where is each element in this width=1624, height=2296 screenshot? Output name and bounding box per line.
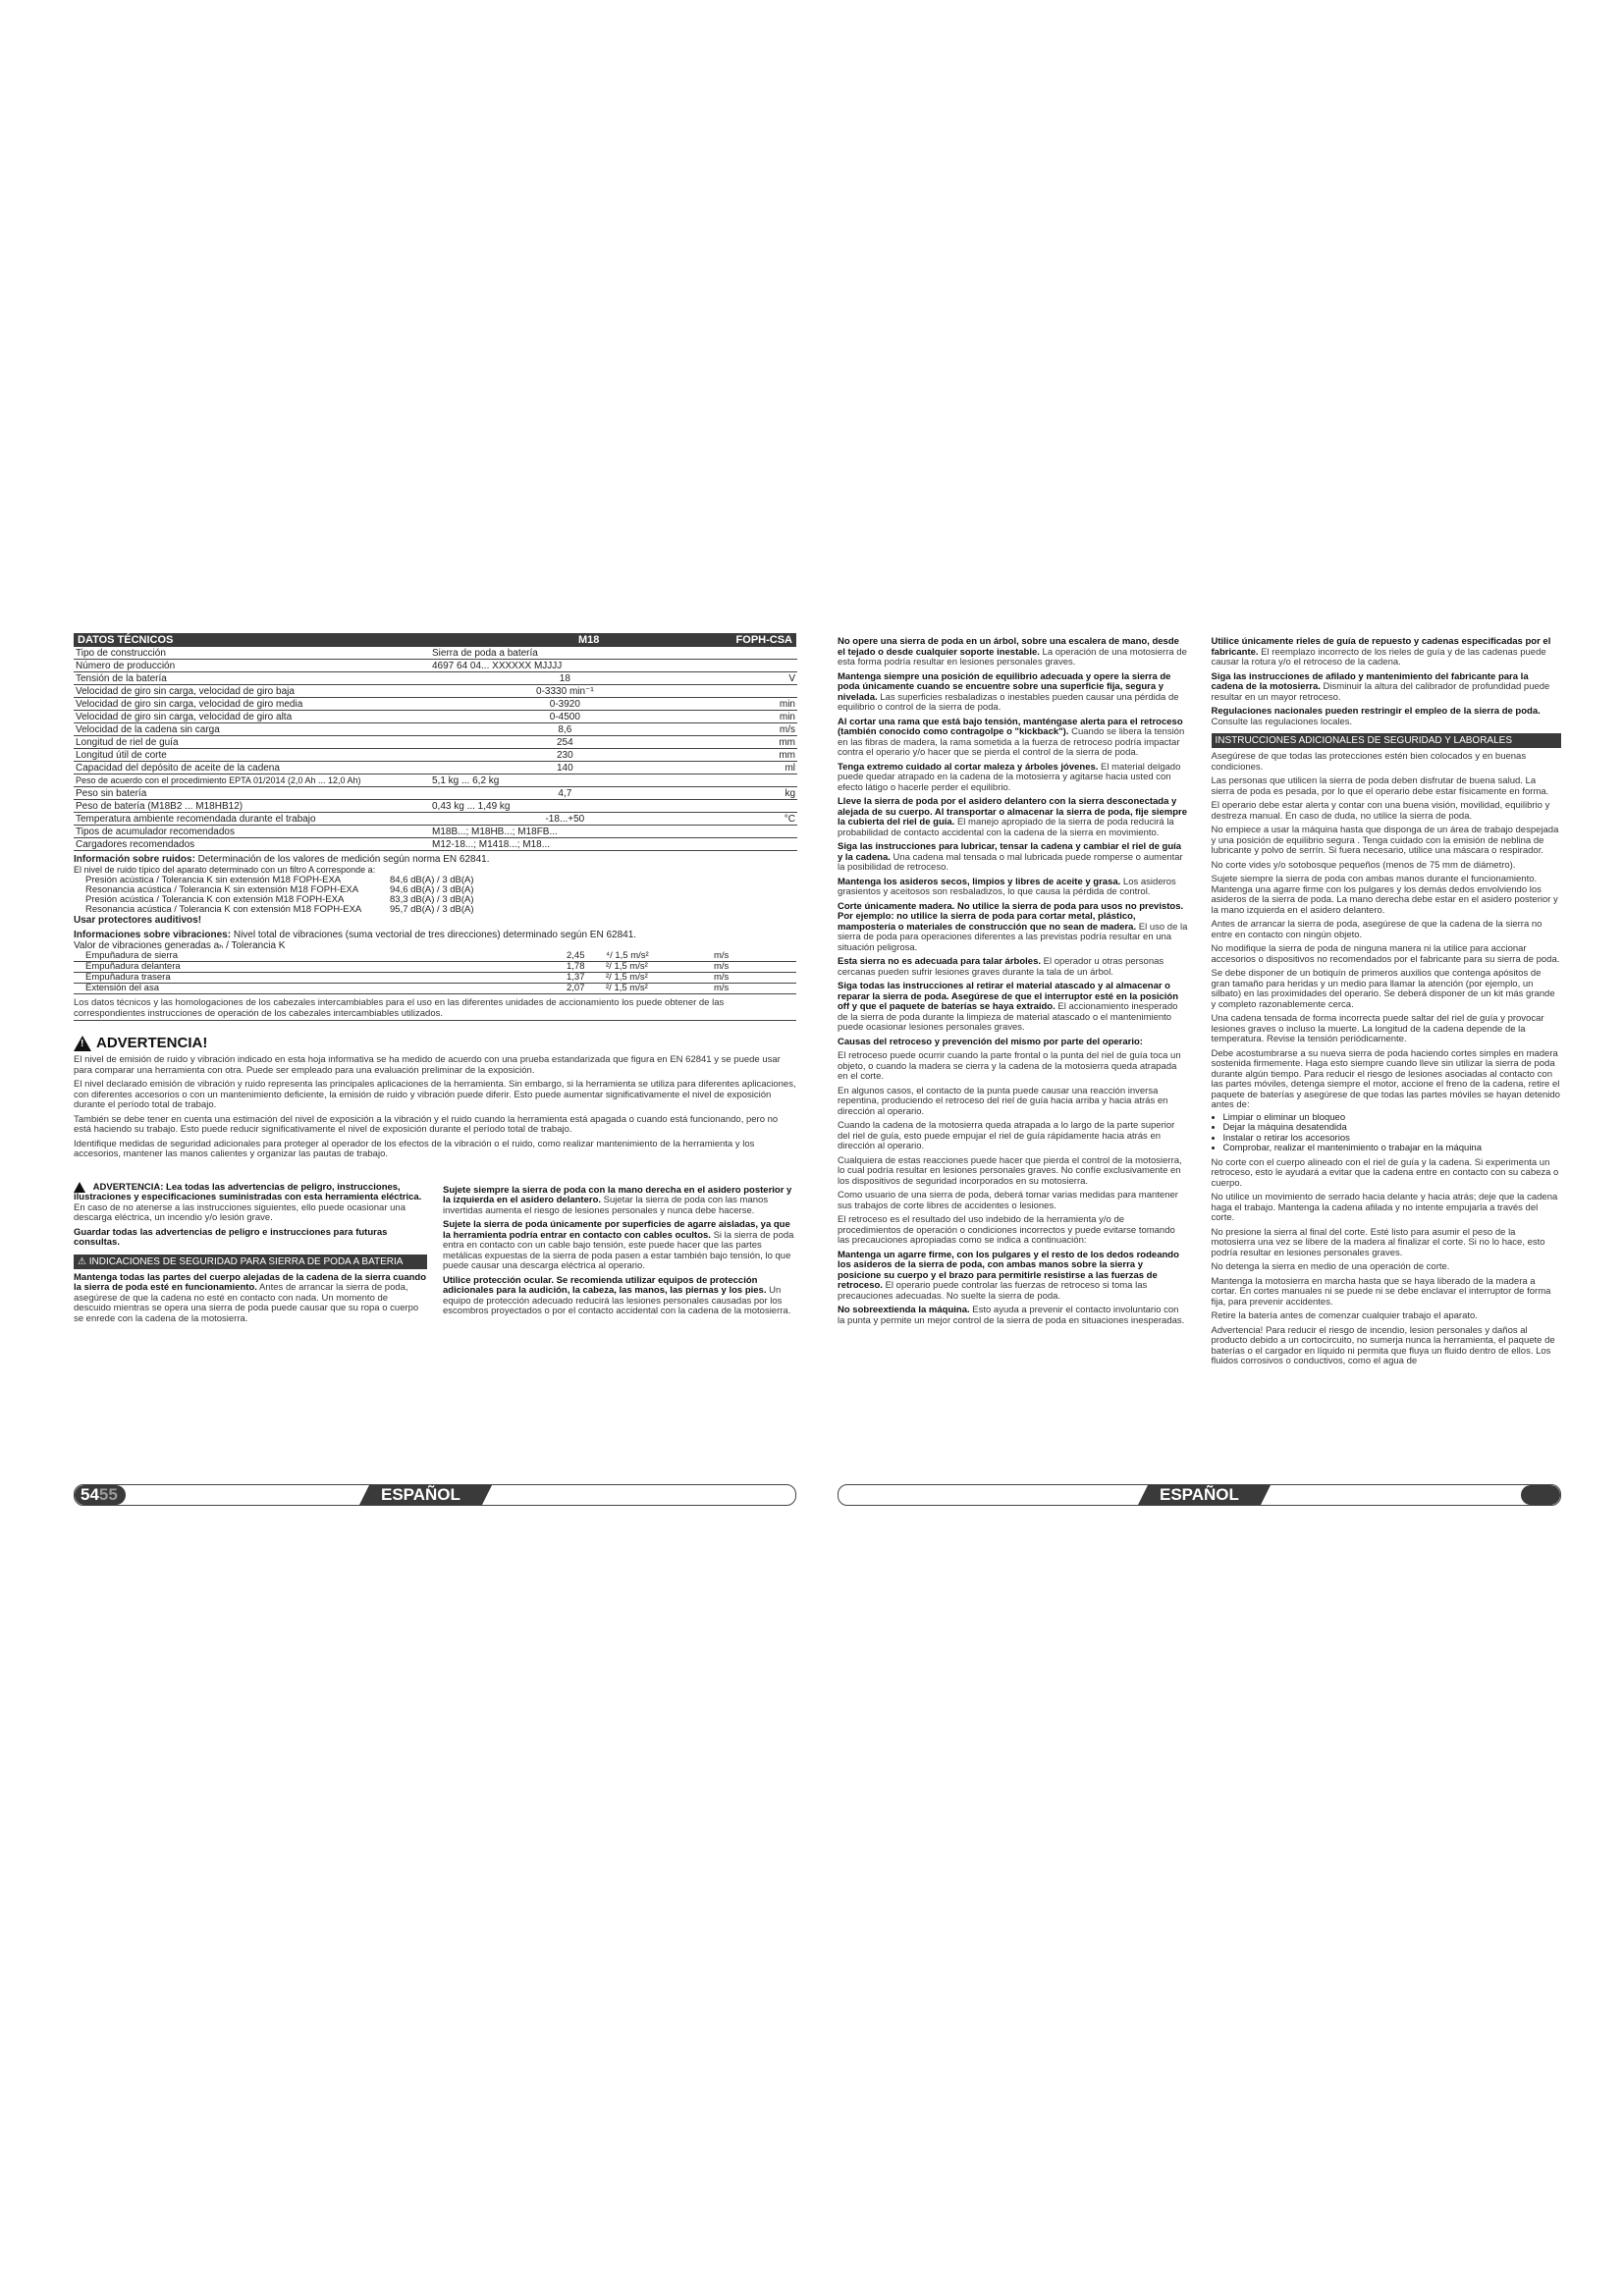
spec-value: 0-3330 min⁻¹ (430, 685, 700, 698)
warning-title: ADVERTENCIA! (96, 1035, 208, 1051)
spec-unit: m/s (700, 723, 797, 736)
spec-unit: ml (700, 762, 797, 774)
safety-paragraph: Asegúrese de que todas las protecciones estén bien colocados y en buenas condiciones. (1211, 751, 1527, 773)
pruning-saw-safety-section: ⚠ INDICACIONES DE SEGURIDAD PARA SIERRA DE PODA A BATERIA (74, 1255, 427, 1269)
spec-unit (700, 826, 797, 838)
spec-label: Velocidad de giro sin carga, velocidad de giro media (74, 698, 430, 711)
spec-unit (700, 685, 797, 698)
safety-paragraph (838, 637, 1188, 668)
warning-paragraph: También se debe tener en cuenta una estimación del nivel de exposición a la vibración y el ruido cuando la herramienta está apagada o cuando está funcionando, pero no está haciendo su trabajo. Esto puede reducir significativamente el nivel de exposición durante el período total de trabajo. (74, 1113, 779, 1135)
safety-paragraph: Mantenga la motosierra en marcha hasta que se haya liberado de la madera a cortar. En cortes manuales ni se puede ni se debe enclavar el interruptor de forma fija, para prevenir accidentes. (1211, 1275, 1551, 1308)
spec-label: Cargadores recomendados (74, 838, 430, 851)
safety-paragraph (1212, 707, 1562, 727)
spec-row (74, 774, 797, 787)
safety-paragraph-bold: Utilice protección ocular. Se recomienda utilizar equipos de protección adicionales para la audición, la cabeza, las manos, las piernas y los pies. (443, 1274, 767, 1296)
safety-paragraph (838, 1121, 1188, 1152)
spec-label: Longitud útil de corte (74, 749, 430, 762)
right-column-2 (1212, 633, 1562, 1367)
safety-paragraph-text: Los asideros grasientos y aceitosos son resbaladizos, lo que causa la pérdida de control. (838, 876, 1176, 897)
safety-paragraph (838, 1051, 1188, 1083)
vibration-value: 1,78 (567, 961, 585, 972)
vibration-value: 2,07 (567, 983, 585, 993)
safety-paragraph: No empiece a usar la máquina hasta que disponga de un área de trabajo despejada y una posición de equilibrio segura . Tenga cuidado con la emisión de neblina de lubricante y polvo de serrín. Si fuera necesario, utilice una máscara o respirador. (1211, 825, 1559, 856)
safety-paragraph-text: Cuando la cadena de la motosierra queda atrapada a lo largo de la parte superior del riel de guía, esto puede empujar el riel de guía rápidamente hacia atrás en dirección al operario. (838, 1120, 1175, 1151)
spec-label: Peso sin batería (74, 787, 430, 800)
noise-value: 95,7 dB(A) / 3 dB(A) (390, 904, 474, 915)
noise-value: 83,3 dB(A) / 3 dB(A) (390, 894, 474, 905)
spec-value: 140 (430, 762, 700, 774)
spec-label: Tipo de construcción (74, 647, 430, 660)
safety-paragraph-text: Cuando se libera la tensión en las fibras de madera, la rama sometida a la fuerza de retroceso podría impactar contra el operario y/o hacer que se pierda el control de la sierra de poda. (838, 726, 1185, 758)
vibration-label: Extensión del asa (85, 983, 159, 993)
spec-row (74, 723, 797, 736)
safety-paragraph-text: El operador u otras personas cercanas pueden sufrir lesiones graves durante la tala de un árbol. (838, 956, 1164, 978)
safety-paragraph: No utilice un movimiento de serrado hacia delante y hacia atrás; deje que la cadena haga el trabajo. Mantenga la cadena afilada y no intente empujarla a través del corte. (1211, 1192, 1558, 1223)
safety-paragraph (1212, 672, 1562, 704)
safety-paragraph (838, 1156, 1188, 1188)
spec-row (74, 813, 797, 826)
spec-unit: V (700, 672, 797, 685)
warning-paragraph: Identifique medidas de seguridad adicionales para proteger al operador de los efectos de la vibración o el ruido, como realizar mantenimiento de la herramienta y los accesorios, mantener las manos calientes y organizar las pautas de trabajo. (74, 1138, 755, 1159)
warning-triangle-icon: ! (74, 1036, 91, 1051)
spec-value: 5,1 kg ... 6,2 kg (430, 774, 700, 787)
spec-unit: min (700, 711, 797, 723)
spec-value: -18...+50 (430, 813, 700, 826)
spec-row (74, 647, 797, 660)
left-page (74, 633, 796, 1324)
spec-label: Capacidad del depósito de aceite de la cadena (74, 762, 430, 774)
safety-paragraph (838, 672, 1188, 714)
safety-paragraph (838, 878, 1188, 898)
spec-value: 0,43 kg ... 1,49 kg (430, 800, 700, 813)
right-column-1 (838, 633, 1188, 1367)
general-warning-bold: ADVERTENCIA: Lea todas las advertencias de peligro, instrucciones, ilustraciones y especificaciones suministradas con esta herramienta eléctrica. (74, 1181, 422, 1203)
safety-paragraph (838, 718, 1188, 759)
spec-value: 4,7 (430, 787, 700, 800)
hearing-protection: Usar protectores auditivos! (74, 915, 202, 926)
spec-row (74, 762, 797, 774)
safety-paragraph-bold: Corte únicamente madera. No utilice la sierra de poda para usos no previstos. Por ejemplo: no utilice la sierra de poda para cortar metal, plástico, mampostería o materiales de construcción que no sean de madera. (838, 900, 1184, 933)
spec-label: Temperatura ambiente recomendada durante el trabajo (74, 813, 430, 826)
safety-paragraph-bold: Utilice únicamente rieles de guía de repuesto y cadenas especificadas por el fabricante. (1211, 636, 1551, 658)
safety-paragraph-text: Un equipo de protección adecuado reducirá las lesiones personales causadas por los escombros proyectados o por el contacto accidental con la cadena de la motosierra. (443, 1285, 791, 1316)
warning-paragraph: El nivel de emisión de ruido y vibración indicado en esta hoja informativa se ha medido de acuerdo con una prueba estandarizada que figura en EN 62841 y se puede usar para comparar una herramienta con otra. Puede ser empleado para una evaluación preliminar de la exposición. (74, 1054, 781, 1076)
safety-paragraph-text: El manejo apropiado de la sierra de poda reducirá la probabilidad de contacto accidental con la cadena de la sierra en movimiento. (838, 817, 1174, 838)
vibration-tolerance: ²/ 1,5 m/s² (606, 972, 648, 983)
safety-paragraph-bold: Mantenga siempre una posición de equilibrio adecuada y opere la sierra de poda únicamente cuando se encuentre sobre una superficie fija, segura y nivelada. (838, 670, 1171, 703)
warning-paragraphs (74, 1055, 796, 1160)
tech-data-header (74, 633, 796, 647)
vibration-value: 1,37 (567, 972, 585, 983)
spec-row (74, 787, 797, 800)
tech-data-note: Los datos técnicos y las homologaciones de los cabezales intercambiables para el uso en las diferentes unidades de accionamiento los puede obtener de las correspondientes instrucciones de operación de los cabezales intercambiables utilizados. (74, 998, 796, 1021)
safety-paragraph-text: La operación de una motosierra de esta forma podría resultar en lesiones personales graves. (838, 646, 1187, 667)
page-number-badge (1521, 1485, 1560, 1505)
vibration-intro: Valor de vibraciones generadas aₕ / Tolerancia K (74, 940, 286, 951)
safety-paragraph (838, 763, 1188, 794)
page-number-badge (75, 1485, 126, 1505)
safety-paragraph: Las personas que utilicen la sierra de poda deben disfrutar de buena salud. La sierra de poda es pesada, por lo que el operario debe estar físicamente en forma. (1211, 775, 1549, 797)
noise-value: 84,6 dB(A) / 3 dB(A) (390, 875, 474, 885)
vibration-tolerance: ²/ 1,5 m/s² (606, 983, 648, 993)
spec-row (74, 800, 797, 813)
spec-unit (700, 647, 797, 660)
safety-paragraph: Se debe disponer de un botiquín de primeros auxilios que contenga apósitos de gran tamaño para heridas y un medio para llamar la atención (por ejemplo, un silbato) en las proximidades del operario. Se deberá disponer de un kit más grande y completo razonablemente cerca. (1211, 968, 1555, 1010)
spec-label: Peso de batería (M18B2 ... M18HB12) (74, 800, 430, 813)
spec-unit: kg (700, 787, 797, 800)
safety-paragraph (838, 1306, 1188, 1326)
noise-label: Presión acústica / Tolerancia K con extensión M18 FOPH-EXA (85, 894, 345, 905)
safety-paragraph-text: Esto ayuda a prevenir el contacto involuntario con la punta y permite un mejor control de la sierra de poda en situaciones inesperadas. (838, 1305, 1185, 1326)
safety-paragraph-bold: Sujete la sierra de poda únicamente por superficies de agarre aisladas, ya que la herramienta podría entrar en contacto con cables ocultos. (443, 1219, 790, 1241)
warning-triangle-icon (74, 1182, 85, 1193)
noise-intro: El nivel de ruido típico del aparato determinado con un filtro A corresponde a: (74, 865, 376, 875)
spec-row (74, 826, 797, 838)
keep-instructions: Guardar todas las advertencias de peligro e instrucciones para futuras consultas. (74, 1226, 388, 1249)
language-tab: ESPAÑOL (1148, 1485, 1261, 1505)
spec-value: 18 (430, 672, 700, 685)
vibration-label: Empuñadura de sierra (85, 950, 178, 961)
safety-paragraph-bold: Lleve la sierra de poda por el asidero delantero con la sierra desconectada y alejada de su cuerpo. Al transportar o almacenar la sierra de poda, fije siempre la cubierta del riel de guía. (838, 796, 1188, 828)
general-warning (74, 1182, 427, 1224)
safety-paragraph: Retire la batería antes de comenzar cualquier trabajo el aparato. (1211, 1310, 1478, 1321)
spec-label: Velocidad de la cadena sin carga (74, 723, 430, 736)
spec-value: 4697 64 04... XXXXXX MJJJJ (430, 660, 700, 672)
list-item: • Limpiar o eliminar un bloqueo (1223, 1113, 1562, 1124)
safety-paragraph (443, 1186, 796, 1217)
noise-row (74, 905, 796, 915)
safety-paragraph (443, 1276, 796, 1317)
safety-paragraph-bold: Tenga extremo cuidado al cortar maleza y árboles jóvenes. (838, 761, 1099, 773)
vibration-unit: m/s (714, 961, 730, 972)
additional-safety-section: INSTRUCCIONES ADICIONALES DE SEGURIDAD Y LABORALES (1212, 733, 1562, 748)
right-footer (838, 1484, 1561, 1506)
vibration-title-rest: Nivel total de vibraciones (suma vectorial de tres direcciones) determinado según EN 62841. (231, 930, 637, 940)
noise-label: Resonancia acústica / Tolerancia K con extensión M18 FOPH-EXA (85, 904, 362, 915)
lower-right-column (443, 1182, 796, 1325)
spec-label: Tipos de acumulador recomendados (74, 826, 430, 838)
spec-label: Velocidad de giro sin carga, velocidad de giro baja (74, 685, 430, 698)
tech-data-table (74, 647, 797, 851)
spec-value: 0-3920 (430, 698, 700, 711)
safety-paragraph-text: Las superficies resbaladizas o inestables pueden causar una pérdida de equilibrio o control de la sierra de poda. (838, 691, 1179, 713)
left-footer (74, 1484, 796, 1506)
safety-paragraph-bold: Siga las instrucciones de afilado y mantenimiento del fabricante para la cadena de la motosierra. (1211, 670, 1529, 692)
safety-paragraph: Una cadena tensada de forma incorrecta puede saltar del riel de guía y provocar lesiones graves o incluso la muerte. La longitud de la cadena depende de la temperatura. Revise la tensión periódicamente. (1211, 1013, 1544, 1044)
safety-paragraph-bold: Esta sierra no es adecuada para talar árboles. (838, 956, 1041, 967)
noise-info (74, 854, 796, 926)
safety-paragraph-text: El material delgado puede quedar atrapado en la cadena de la motosierra y agitarse hacia usted con efecto látigo o hacerle perder el equilibrio. (838, 761, 1181, 793)
spec-unit: mm (700, 736, 797, 749)
safety-paragraph: Advertencia! Para reducir el riesgo de incendio, lesion personales y daños al producto debido a un cortocircuito, no sumerja nunca la herramienta, el paquete de baterías o el cargador en líquido ni permita que fluya un fluido dentro de ellos. Los fluidos corrosivos o conductivos, como el agua de (1211, 1324, 1555, 1366)
vibration-label: Empuñadura trasera (85, 972, 171, 983)
safety-paragraph: No detenga la sierra en medio de una operación de corte. (1211, 1261, 1450, 1272)
safety-paragraph-text: En algunos casos, el contacto de la punta puede causar una reacción inversa repentina, produciendo el retroceso del riel de guía hacia arriba y hacia atrás en dirección al operario. (838, 1085, 1168, 1117)
warning-triangle-icon: ⚠ (78, 1255, 86, 1267)
spec-row (74, 660, 797, 672)
safety-paragraph-text: Disminuir la altura del calibrador de profundidad puede resultar en un mayor retroceso. (1211, 681, 1550, 703)
lower-left-column (74, 1182, 427, 1325)
safety-paragraph (443, 1220, 796, 1272)
spec-label: Peso de acuerdo con el procedimiento EPTA 01/2014 (2,0 Ah ... 12,0 Ah) (74, 774, 430, 787)
variant-header: FOPH-CSA (735, 634, 792, 646)
vibration-value: 2,45 (567, 950, 585, 961)
vibration-label: Empuñadura delantera (85, 961, 181, 972)
warning-paragraph: El nivel declarado emisión de vibración y ruido representa las principales aplicaciones de la herramienta. Sin embargo, si la herramienta se utiliza para diferentes aplicaciones, con diferentes accesorios o con un mantenimiento deficiente, la emisión de ruido y vibración puede diferir. Esto puede aumentar significativamente el nivel de exposición durante el período total de trabajo. (74, 1079, 796, 1110)
spec-row (74, 838, 797, 851)
safety-para: Mantenga todas las partes del cuerpo alejadas de la cadena de la sierra cuando la sierra de poda esté en funcionamiento. Antes de arrancar la sierra de poda, asegúrese de que la cadena no esté en contacto con nada. Un momento de descuido mientras se opera una sierra de poda puede causar que su ropa o cuerpo se enrede con la cadena de la motosierra. (74, 1271, 427, 1324)
warning-heading (74, 1035, 796, 1051)
vibration-unit: m/s (714, 983, 730, 993)
vibration-row (74, 951, 796, 962)
spec-label: Tensión de la batería (74, 672, 430, 685)
safety-paragraph-text: Una cadena mal tensada o mal lubricada puede romperse o aumentar la posibilidad de retroceso. (838, 851, 1183, 873)
spec-value: M12-18...; M1418...; M18... (430, 838, 700, 851)
safety-paragraph-bold: Regulaciones nacionales pueden restringir el empleo de la sierra de poda. (1211, 706, 1541, 717)
safety-paragraph-bold: Siga las instrucciones para lubricar, tensar la cadena y cambiar el riel de guía y la cadena. (838, 841, 1182, 863)
safety-paragraph-text: El retroceso puede ocurrir cuando la parte frontal o la punta del riel de guía toca un objeto, o cuando la madera se cierra y la cadena de la motosierra queda atrapada en el corte. (838, 1050, 1181, 1082)
safety-paragraph (838, 902, 1188, 954)
spec-value: 8,6 (430, 723, 700, 736)
tech-data-title: DATOS TÉCNICOS (78, 634, 174, 646)
safety-paragraph-bold: Al cortar una rama que está bajo tensión, manténgase alerta para el retroceso (también conocido como contragolpe o "kickback"). (838, 716, 1183, 737)
vibration-info (74, 930, 796, 994)
spec-label: Longitud de riel de guía (74, 736, 430, 749)
safety-paragraph-bold: Mantenga los asideros secos, limpios y libres de aceite y grasa. (838, 876, 1121, 887)
safety-paragraph (838, 1038, 1188, 1048)
safety-paragraph: No corte vides y/o sotobosque pequeños (menos de 75 mm de diámetro). (1211, 859, 1516, 871)
spec-unit (700, 800, 797, 813)
spec-row (74, 672, 797, 685)
safety-paragraph-text: El accionamiento inesperado de la sierra de poda durante la limpieza de material atascado o el mantenimiento puede ocasionar lesiones personales graves. (838, 1001, 1178, 1033)
noise-label: Resonancia acústica / Tolerancia K sin extensión M18 FOPH-EXA (85, 884, 359, 895)
vibration-tolerance: ⁴/ 1,5 m/s² (606, 950, 649, 961)
safety-paragraph: Antes de arrancar la sierra de poda, asegúrese de que la cadena de la sierra no entre en contacto con ningún objeto. (1211, 919, 1543, 940)
spec-unit (700, 660, 797, 672)
noise-title-rest: Determinación de los valores de medición según norma EN 62841. (194, 854, 490, 865)
safety-paragraph-bold: No sobreextienda la máquina. (838, 1305, 970, 1315)
vibration-row (74, 973, 796, 984)
model-header: M18 (578, 634, 600, 646)
safety-paragraph-bold: Siga todas las instrucciones al retirar el material atascado y al almacenar o reparar la sierra de poda. Asegúrese de que el interruptor esté en la posición off y que el paquete de baterías se haya extraído. (838, 981, 1179, 1012)
safety-paragraph-text: El uso de la sierra de poda para operaciones diferentes a las previstas podría resultar en una situación peligrosa. (838, 921, 1188, 953)
safety-paragraph-bold: Causas del retroceso y prevención del mismo por parte del operario: (838, 1036, 1143, 1047)
safety-paragraph: El operario debe estar alerta y contar con una buena visión, movilidad, equilibrio y destreza manual. En caso de duda, no utilice la sierra de poda. (1211, 800, 1550, 822)
spec-unit: °C (700, 813, 797, 826)
list-item: • Instalar o retirar los accesorios (1223, 1134, 1562, 1145)
safety-paragraph-text: Cualquiera de estas reacciones puede hacer que pierda el control de la motosierra, lo cual podría resultar en lesiones personales graves. No confíe exclusivamente en los dispositivos de seguridad incorporados en su motosierra. (838, 1154, 1182, 1187)
page-number: 54 (81, 1485, 99, 1504)
right-columns (838, 633, 1561, 1367)
safety-paragraph-bold: No opere una sierra de poda en un árbol, sobre una escalera de mano, desde el tejado o desde cualquier soporte inestable. (838, 636, 1179, 658)
vibration-unit: m/s (714, 972, 730, 983)
noise-label: Presión acústica / Tolerancia K sin extensión M18 FOPH-EXA (85, 875, 342, 885)
vibration-unit: m/s (714, 950, 730, 961)
safety-paragraph-text: Si la sierra de poda entra en contacto con un cable bajo tensión, este puede hacer que las partes metálicas expuestas de la sierra de poda pasen a estar también bajo tensión, lo que puede causar una descarga eléctrica al operario. (443, 1229, 794, 1271)
page-number-faded: 55 (98, 1485, 118, 1504)
safety-paragraph: Sujete siempre la sierra de poda con ambas manos durante el funcionamiento. Mantenga una agarre firme con los pulgares y los demás dedos envolviendo los asideros de la sierra de poda. La mano derecha debe estar en el asidero posterior y la mano izquierda en el asidero delantero. (1211, 874, 1558, 916)
safety-paragraph (1212, 637, 1562, 668)
safety-paragraph-text: Sujetar la sierra de poda con las manos invertidas aumenta el riesgo de lesiones personales y nunca debe hacerse. (443, 1195, 769, 1216)
safety-paragraph-text: Como usuario de una sierra de poda, deberá tomar varias medidas para mantener sus trabajos de corte libres de accidentes o lesiones. (838, 1190, 1178, 1211)
vibration-row (74, 962, 796, 973)
noise-value: 94,6 dB(A) / 3 dB(A) (390, 884, 474, 895)
spec-value: 230 (430, 749, 700, 762)
spec-value: 0-4500 (430, 711, 700, 723)
safety-paragraph (838, 982, 1188, 1034)
spec-row (74, 698, 797, 711)
safety-paragraph-text: El reemplazo incorrecto de los rieles de guía y de las cadenas puede causar la rotura y/o el retroceso de la cadena. (1211, 646, 1546, 667)
spec-row (74, 749, 797, 762)
list-item: • Comprobar, realizar el mantenimiento o trabajar en la máquina (1223, 1144, 1562, 1154)
safety-paragraph (838, 1191, 1188, 1211)
stop-conditions-list (1212, 1113, 1562, 1154)
spec-unit (700, 774, 797, 787)
safety-paragraph-text: Consulte las regulaciones locales. (1211, 716, 1353, 727)
safety-paragraph (838, 1215, 1188, 1247)
right-page (838, 633, 1561, 1367)
safety-paragraph: Debe acostumbrarse a su nueva sierra de poda haciendo cortes simples en madera sostenida firmemente. Haga esto siempre cuando lleve sin utilizar la sierra de poda durante algún tiempo. Para reducir el riesgo de lesiones asociadas al contacto con las partes móviles, detenga siempre el motor, accione el freno de la cadena, retire el paquete de baterías y asegúrese de que todas las partes móviles se hayan detenido antes de: (1211, 1047, 1560, 1110)
safety-paragraph: No corte con el cuerpo alineado con el riel de guía y la cadena. Si experimenta un retroceso, esto le ayudará a evitar que la cadena entre en contacto con su cabeza o cuerpo. (1211, 1156, 1559, 1189)
spec-value: M18B...; M18HB...; M18FB... (430, 826, 700, 838)
safety-paragraph (838, 1251, 1188, 1303)
spec-label: Número de producción (74, 660, 430, 672)
language-tab: ESPAÑOL (369, 1485, 482, 1505)
safety-paragraph (838, 797, 1188, 838)
spec-unit: mm (700, 749, 797, 762)
safety-paragraph (838, 957, 1188, 978)
spec-row (74, 711, 797, 723)
spec-value: Sierra de poda a batería (430, 647, 700, 660)
safety-paragraph (838, 1087, 1188, 1118)
noise-title: Información sobre ruidos: (74, 854, 195, 865)
safety-paragraph-text: El operario puede controlar las fuerzas de retroceso si toma las precauciones adecuadas. No suelte la sierra de poda. (838, 1280, 1148, 1302)
spec-unit (700, 838, 797, 851)
vibration-tolerance: ²/ 1,5 m/s² (606, 961, 648, 972)
vibration-row (74, 984, 796, 994)
spec-unit: min (700, 698, 797, 711)
safety-paragraph-bold: Mantenga un agarre firme, con los pulgares y el resto de los dedos rodeando los asideros de la sierra de poda, con ambas manos sobre la sierra y posicione su cuerpo y el brazo para permitirle resistirse a las fuerzas de retroceso. (838, 1249, 1179, 1291)
spec-value: 254 (430, 736, 700, 749)
safety-paragraph: No presione la sierra al final del corte. Esté listo para asumir el peso de la motosierra una vez se libere de la madera al finalizar el corte. Si no lo hace, esto podría resultar en lesiones personales graves. (1211, 1226, 1545, 1258)
safety-paragraph (838, 842, 1188, 874)
lower-columns (74, 1182, 796, 1325)
safety-paragraph: No modifique la sierra de poda de ninguna manera ni la utilice para accionar accesorios o dispositivos no recomendados por el fabricante para su sierra de poda. (1211, 943, 1560, 965)
spec-label: Velocidad de giro sin carga, velocidad de giro alta (74, 711, 430, 723)
general-warning-text: En caso de no atenerse a las instrucciones siguientes, ello puede ocasionar una descarga eléctrica, un incendio y/o lesión grave. (74, 1201, 406, 1224)
spec-row (74, 685, 797, 698)
safety-paragraph-bold: Sujete siempre la sierra de poda con la mano derecha en el asidero posterior y la izquierda en el asidero delantero. (443, 1184, 792, 1205)
vibration-title: Informaciones sobre vibraciones: (74, 930, 232, 940)
spec-row (74, 736, 797, 749)
list-item: • Dejar la máquina desatendida (1223, 1123, 1562, 1134)
safety-paragraph-text: El retroceso es el resultado del uso indebido de la herramienta y/o de procedimientos de operación o condiciones incorrectos y puede evitarse tomando las precauciones apropiadas como se indica a continuación: (838, 1214, 1175, 1246)
